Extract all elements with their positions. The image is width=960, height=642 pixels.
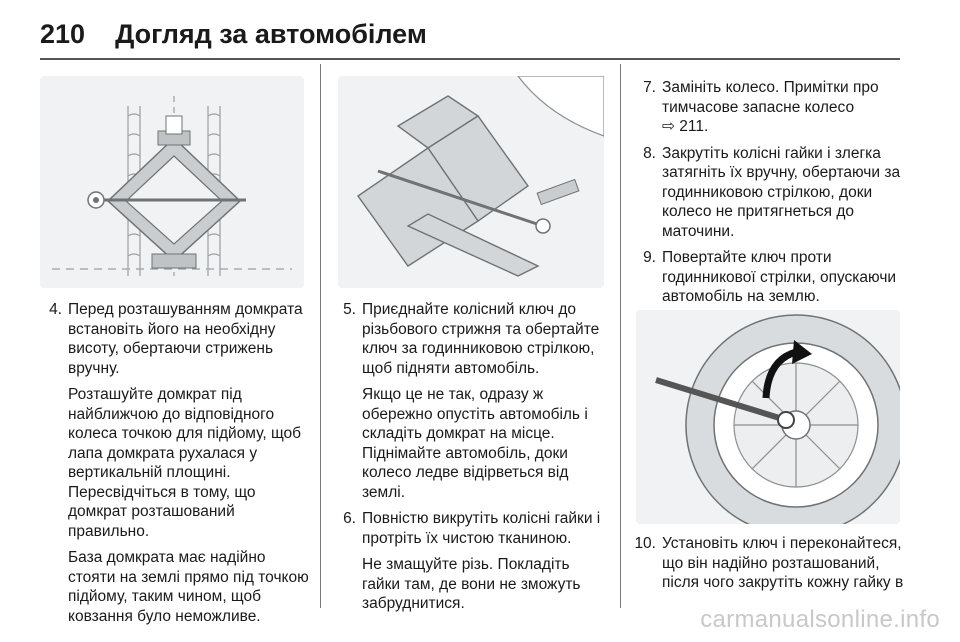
step-number: 5. xyxy=(343,301,356,318)
step-10 xyxy=(634,534,904,593)
wheel-wrench-figure xyxy=(636,310,900,524)
column-1-text xyxy=(40,300,310,626)
step-number: 8. xyxy=(643,144,656,162)
page-number: 210 xyxy=(40,18,86,49)
step-9 xyxy=(634,248,904,307)
wheel-wrench-illustration xyxy=(636,310,900,524)
column-3-bottom-text xyxy=(634,534,904,593)
step-number: 4. xyxy=(49,301,62,318)
step-text: Закрутіть колісні гайки і злегка затягніть їх вручну, обертаючи за годинниковою стрілкою, доки колесо не притягнеться до маточини. xyxy=(662,144,901,240)
jack-perspective-illustration xyxy=(338,76,604,288)
jack-perspective-figure xyxy=(338,76,604,288)
watermark: carmanualsonline.info xyxy=(700,606,940,633)
page-reference-link[interactable]: ⇨ 211. xyxy=(662,118,709,135)
step-text: Замініть колесо. Примітки про тимчасове запасне колесо xyxy=(662,79,879,116)
step-text: Повертайте ключ проти годинникової стрілки, опускаючи автомобіль на землю. xyxy=(662,249,897,305)
column-divider-1 xyxy=(320,64,321,608)
step-6 xyxy=(334,509,606,548)
page-header xyxy=(40,14,427,54)
step-8 xyxy=(634,144,904,242)
column-3-text xyxy=(634,78,904,307)
step-4-paragraph-2: База домкрата має надійно стояти на землі прямо під точкою підйому, таким чином, щоб ковзання було неможливе. xyxy=(68,549,309,625)
step-4 xyxy=(40,300,310,378)
step-number: 6. xyxy=(343,510,356,527)
jack-top-view-figure xyxy=(40,76,304,288)
jack-top-view-illustration xyxy=(40,76,304,288)
step-text: Перед розташуванням домкрата встановіть його на необхідну висоту, обертаючи стрижень вручну. xyxy=(68,301,303,377)
column-2-text xyxy=(334,300,606,614)
step-number: 7. xyxy=(643,79,656,96)
step-5 xyxy=(334,300,606,378)
step-7 xyxy=(634,78,904,137)
step-number: 9. xyxy=(643,249,656,266)
step-6-paragraph-1: Не змащуйте різь. Покладіть гайки там, де вони не зможуть забруднитися. xyxy=(362,556,581,612)
column-divider-2 xyxy=(620,64,621,608)
step-5-paragraph-1: Якщо це не так, одразу ж обережно опустіть автомобіль і складіть домкрат на місце. Піднімайте автомобіль, доки колесо ледве відірветься від землі. xyxy=(362,386,588,501)
step-text: Повністю викрутіть колісні гайки і протріть їх чистою тканиною. xyxy=(362,510,601,547)
step-text: Установіть ключ і переконайтеся, що він надійно розташований, після чого закрутіть кожну гайку в xyxy=(662,535,904,591)
step-number: 10. xyxy=(634,535,656,552)
step-text: Приєднайте колісний ключ до різьбового стрижня та обертайте ключ за годинниковою стрілкою, щоб підняти автомобіль. xyxy=(362,301,600,377)
step-4-paragraph-1: Розташуйте домкрат під найближчою до відповідного колеса точкою для підйому, щоб лапа домкрата рухалася у вертикальній площині. Пересвідчіться в тому, що домкрат розташований правильно. xyxy=(68,386,302,540)
page-title: Догляд за автомобілем xyxy=(115,18,427,49)
header-rule xyxy=(40,58,900,60)
